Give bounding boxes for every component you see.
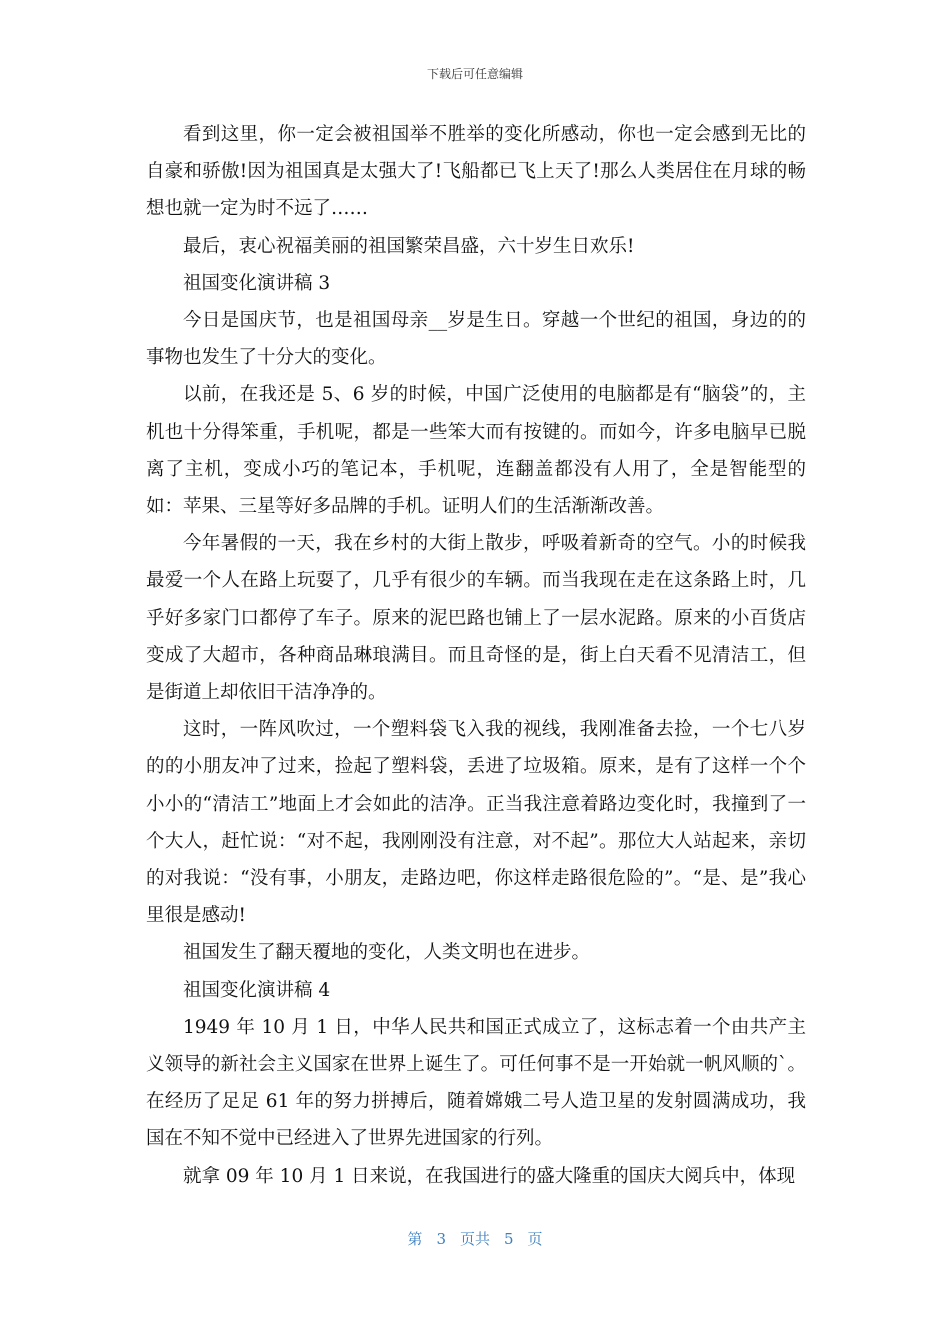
paragraph: 看到这里，你一定会被祖国举不胜举的变化所感动，你也一定会感到无比的自豪和骄傲!因为祖国真是太强大了!飞船都已飞上天了!那么人类居住在月球的畅想也就一定为时不远了……: [146, 124, 806, 220]
page-footer: [0, 1229, 950, 1249]
paragraph: 今日是国庆节，也是祖国母亲__岁是生日。穿越一个世纪的祖国，身边的的事物也发生了十分大的变化。: [146, 310, 806, 369]
section-heading: 祖国变化演讲稿 4: [183, 979, 331, 1001]
paragraph: 最后，衷心祝福美丽的祖国繁荣昌盛，六十岁生日欢乐!: [183, 235, 635, 257]
footer-current-page: 3: [436, 1230, 446, 1248]
footer-word-di: 第: [407, 1230, 423, 1248]
paragraph: 这时，一阵风吹过，一个塑料袋飞入我的视线，我刚准备去捡，一个七八岁的的小朋友冲了过来，捡起了塑料袋，丢进了垃圾箱。原来，是有了这样一个个小小的“清洁工”地面上才会如此的洁净。正当我注意着路边变化时，我撞到了一个大人，赶忙说：“对不起，我刚刚没有注意，对不起”。那位大人站起来，亲切的对我说：“没有事，小朋友，走路边吧，你这样走路很危险的”。“是、是”我心里很是感动!: [146, 719, 806, 927]
paragraph: 1949 年 10 月 1 日，中华人民共和国正式成立了，这标志着一个由共产主义领导的新社会主义国家在世界上诞生了。可任何事不是一开始就一帆风顺的`。在经历了足足 61 年的努力拼搏后，随着嫦娥二号人造卫星的发射圆满成功，我国在不知不觉中已经进入了世界先进国家的行列。: [146, 1016, 806, 1150]
section-heading: 祖国变化演讲稿 3: [183, 272, 331, 294]
footer-total-pages: 5: [504, 1230, 514, 1248]
footer-word-ye: 页: [527, 1230, 543, 1248]
page-header: 下载后可任意编辑: [426, 67, 523, 81]
document-body: [146, 116, 806, 1195]
paragraph: 祖国发生了翻天覆地的变化，人类文明也在进步。: [183, 942, 591, 964]
paragraph: 就拿 09 年 10 月 1 日来说，在我国进行的盛大隆重的国庆大阅兵中，体现: [183, 1165, 796, 1187]
paragraph: 今年暑假的一天，我在乡村的大街上散步，呼吸着新奇的空气。小的时候我最爱一个人在路上玩耍了，几乎有很少的车辆。而当我现在走在这条路上时，几乎好多家门口都停了车子。原来的泥巴路也铺上了一层水泥路。原来的小百货店变成了大超市，各种商品琳琅满目。而且奇怪的是，街上白天看不见清洁工，但是街道上却依旧干洁净净的。: [146, 533, 806, 704]
footer-word-yegong: 页共: [459, 1230, 490, 1248]
paragraph: 以前，在我还是 5、6 岁的时候，中国广泛使用的电脑都是有“脑袋”的，主机也十分得笨重，手机呢，都是一些笨大而有按键的。而如今，许多电脑早已脱离了主机，变成小巧的笔记本，手机呢，连翻盖都没有人用了，全是智能型的如：苹果、三星等好多品牌的手机。证明人们的生活渐渐改善。: [146, 384, 806, 518]
